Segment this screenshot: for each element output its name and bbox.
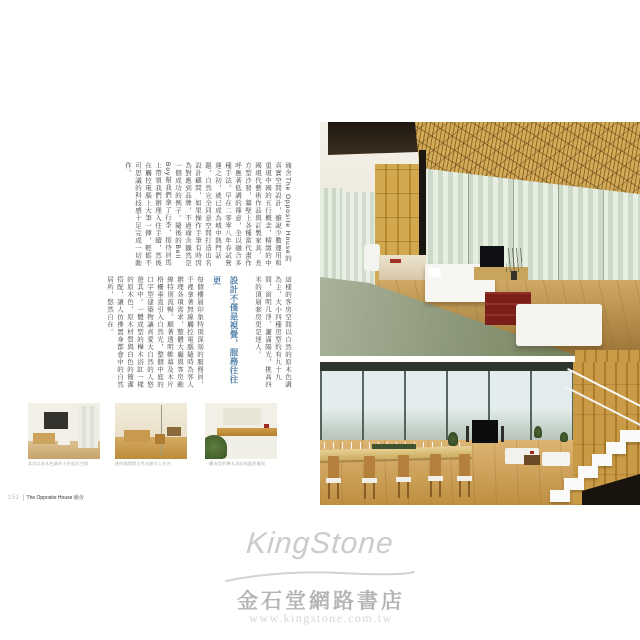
dining-chair [396, 455, 411, 499]
kingstone-url: www.kingstone.com.tw [249, 611, 393, 625]
photo-suite-bedroom [320, 122, 640, 356]
daybed [124, 430, 150, 442]
mirror-panel [223, 408, 261, 425]
thumbnail-glass-partition [115, 403, 187, 459]
desk-chair [364, 244, 380, 271]
dining-chair [428, 454, 443, 496]
white-seat [58, 436, 70, 445]
thumbnail-bath-counter [205, 403, 277, 459]
plant [205, 435, 227, 459]
pull-quote-line-2 [206, 276, 208, 392]
television [472, 420, 498, 443]
red-accent-object [264, 424, 269, 428]
television [480, 246, 504, 267]
stair-step [550, 490, 570, 502]
page-number: 151 [8, 494, 20, 501]
kingstone-watermark-logo: KingStone [245, 527, 395, 560]
desk-books [390, 259, 401, 263]
thumbnail-caption: 透明隔間將自然光線引入室內 [115, 461, 171, 466]
window-header-frame [320, 362, 573, 371]
chapter-title: The Opposite House 瑜舍 [26, 495, 84, 501]
dining-chair [362, 456, 377, 502]
thumbnail-living-room [28, 403, 100, 459]
footer-divider [23, 494, 24, 501]
thumbnail-caption: 客房以原木色調為主的起居空間 [28, 461, 89, 466]
stair-step [592, 454, 612, 466]
glass-partition [161, 405, 162, 455]
table-centerpiece [372, 444, 416, 449]
potted-plant [448, 432, 458, 446]
pillow [428, 268, 441, 277]
kingstone-store-name: 金石堂網路書店 [237, 590, 405, 613]
stair-step [578, 466, 598, 478]
tv-panel [44, 412, 68, 429]
red-accent-object [530, 451, 534, 454]
body-text-lower-right: 這樣的客房空間以自然的原木色調為主，大小四種房型約有九十九間，窗明几淨、灑滿陽光，挑高四米的頂層套房更是迷人。 [254, 276, 291, 389]
potted-plant [560, 432, 568, 442]
chair [167, 427, 181, 436]
stair-step [606, 442, 626, 454]
writing-desk [379, 255, 426, 280]
page-footer [8, 494, 84, 501]
white-ottoman [516, 304, 602, 346]
stool [155, 434, 165, 444]
speaker-left [466, 426, 469, 442]
potted-plant [534, 426, 542, 438]
sheer-curtains-middle [342, 192, 377, 288]
dining-chair [457, 454, 472, 494]
stair-step [620, 430, 640, 442]
speaker-right [501, 426, 504, 442]
wood-counter [217, 428, 277, 436]
furniture [33, 433, 55, 444]
body-text-upper: 瑜舍The Opposite House的真實空間設計，雖說少數運用和重現中國的五行概念，精緻的中國現代藝術作品與訂製家具、長方型沙發，牆壁上各種當代畫作呼應著低調的禪意，全以融合多種手法。早在二零零八年春試營運之初，就已成為城中熱門話題，自然完全同意空間打造出名設計顧問，如果操作手筆有時因為對應到品牌，不過瑜舍顯然是一個成功的例子。隨後的Bell Boy幫我們拿了行李，接待員馬上帶領我們辦理入住手續，然後在觸控電腦上大筆一揮，輕鬆不可思議的科技感十足完成一切動作。 [124, 162, 291, 267]
body-text-lower-left: 每個樓層印象特別深刻的服務員，手裡拿著無線觸控電腦隨時為客人辦理各項需求，整體大廳與客房動線特別流暢。順著透明帷幕及木片格柵垂直引入自然光，整個中庭的口字型建築物讓喜愛大自然的人悠遊其中。一體成型的樺木浴缸一樣的原木色，原木材質與白色的簡潔搭配，讓人彷彿置身都會中的自然居所，悠然自在。 [106, 276, 203, 389]
stair-step [564, 478, 584, 490]
pull-quote-heading [206, 276, 242, 392]
curtain [78, 406, 98, 448]
vase [511, 271, 517, 280]
white-sofa [542, 452, 570, 466]
photo-penthouse-dining [320, 362, 640, 505]
pull-quote-line-1: 設計不僅是視覺，服務往往更 [212, 276, 239, 384]
thumbnail-caption: 一體成型的樺木浴缸與盥洗檯面 [205, 461, 266, 466]
side-cabinet [524, 455, 540, 465]
dried-plant [506, 248, 522, 272]
dining-chair [326, 456, 341, 504]
